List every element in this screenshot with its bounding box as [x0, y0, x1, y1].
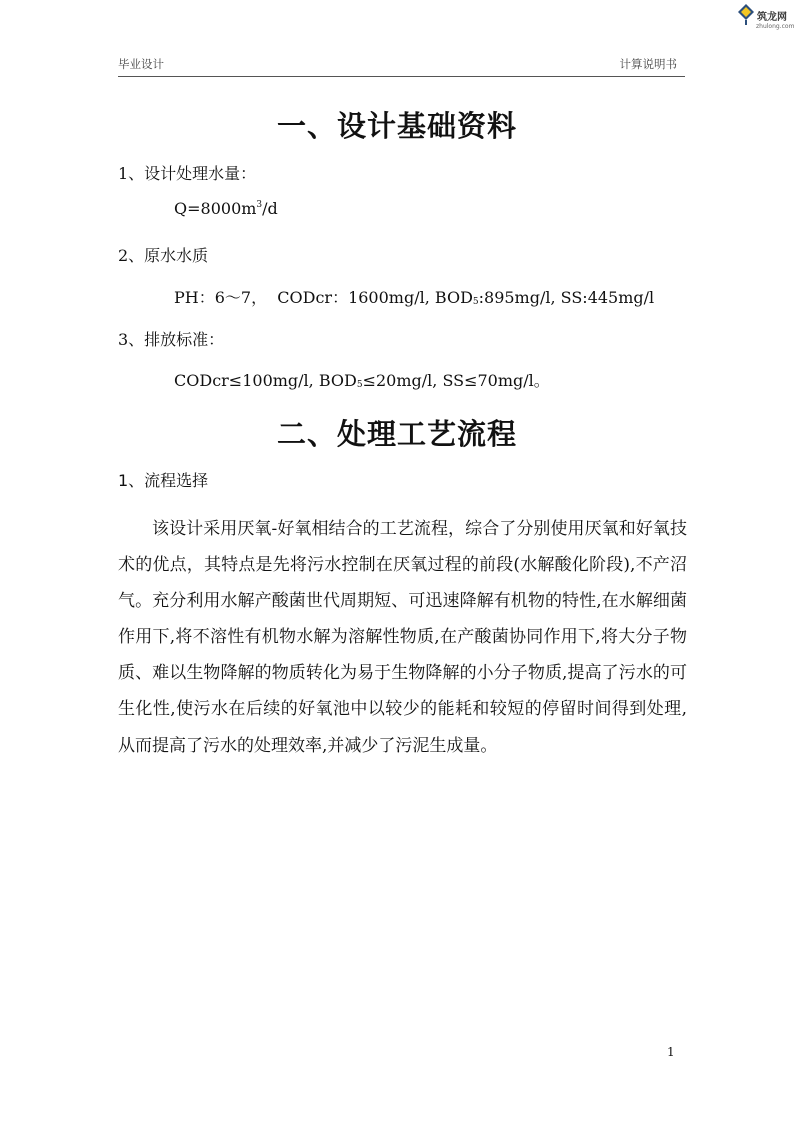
ph-value: PH：6～7， [174, 288, 268, 307]
logo-icon [737, 3, 755, 25]
raw-water-quality [174, 285, 654, 308]
site-logo [734, 3, 794, 37]
ss-standard: SS≤70mg/l。 [442, 371, 550, 390]
page-number: 1 [667, 1045, 675, 1059]
process-paragraph: 该设计采用厌氧-好氧相结合的工艺流程，综合了分别使用厌氧和好氧技术的优点，其特点是先将污水控制在厌氧过程的前段(水解酸化阶段),不产沼气。充分利用水解产酸菌世代周期短、可迅速降解有机物的特性,在水解细菌作用下,将不溶性有机物水解为溶解性物质,在产酸菌协同作用下,将大分子物质、难以生物降解的物质转化为易于生物降解的小分子物质,提高了污水的可生化性,使污水在后续的好氧池中以较少的能耗和较短的停留时间得到处理,从而提高了污水的处理效率,并减少了污泥生成量。 [118, 519, 687, 756]
logo-name: 筑龙网 [757, 12, 787, 23]
item3-label: 3、排放标准： [118, 330, 225, 349]
discharge-standard [174, 368, 550, 391]
logo-url: zhulong.com [756, 23, 794, 30]
ss-value: SS:445mg/l [560, 288, 655, 307]
bod-value: $BOD_5:895mg/l$, [434, 288, 556, 307]
section2-title: 二、处理工艺流程 [276, 417, 517, 451]
section1-title: 一、设计基础资料 [276, 109, 517, 143]
header-right: 计算说明书 [619, 57, 677, 71]
cod-standard: CODcr≤100mg/l, [174, 371, 314, 390]
cod-value: CODcr：1600mg/l, [277, 288, 430, 307]
bod-standard: $BOD_5\le 20mg/l$, [318, 371, 438, 390]
item2-label: 2、原水水质 [118, 246, 209, 265]
header-left: 毕业设计 [118, 57, 164, 71]
section2-subtitle: 1、流程选择 [118, 471, 209, 490]
header-rule [118, 76, 685, 77]
flow-value: $Q=8000m^3/d$ [174, 199, 278, 218]
item1-label: 1、设计处理水量： [118, 164, 257, 183]
